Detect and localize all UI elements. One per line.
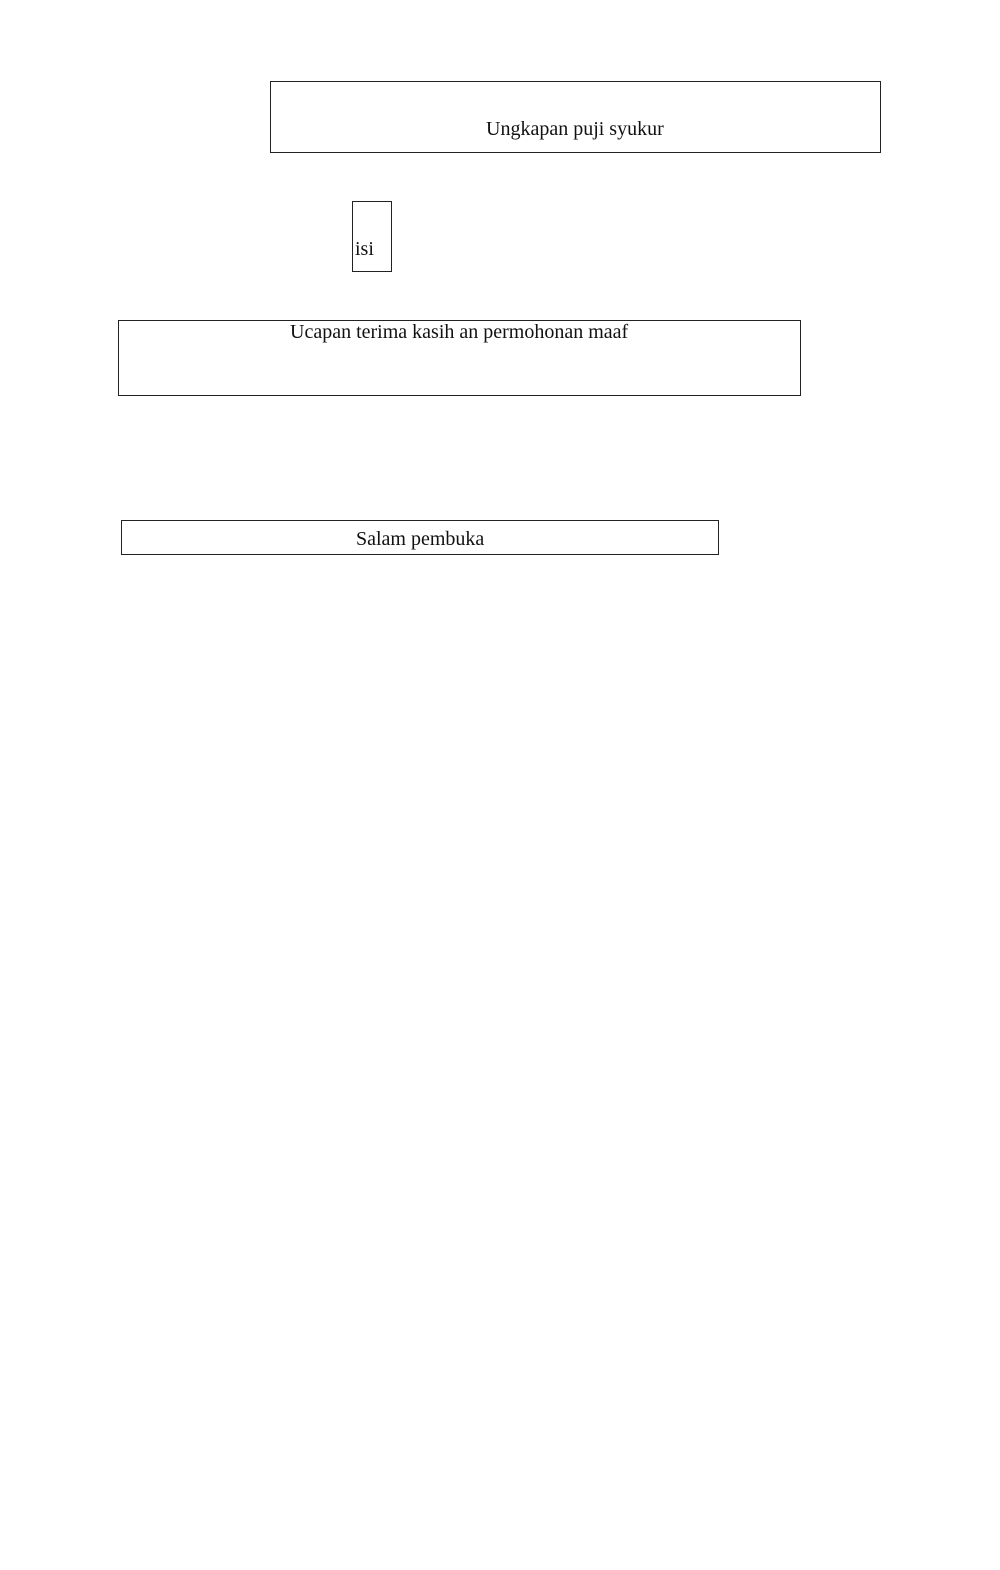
isi-label: isi — [355, 238, 374, 260]
ucapan-terima-kasih-box[interactable] — [118, 320, 801, 396]
salam-pembuka-box[interactable] — [121, 520, 719, 555]
ungkapan-puji-syukur-label: Ungkapan puji syukur — [486, 118, 664, 140]
salam-pembuka-label: Salam pembuka — [356, 528, 485, 550]
ungkapan-puji-syukur-box[interactable] — [270, 81, 881, 153]
isi-box[interactable] — [352, 201, 392, 272]
ucapan-terima-kasih-label: Ucapan terima kasih an permohonan maaf — [290, 321, 629, 343]
